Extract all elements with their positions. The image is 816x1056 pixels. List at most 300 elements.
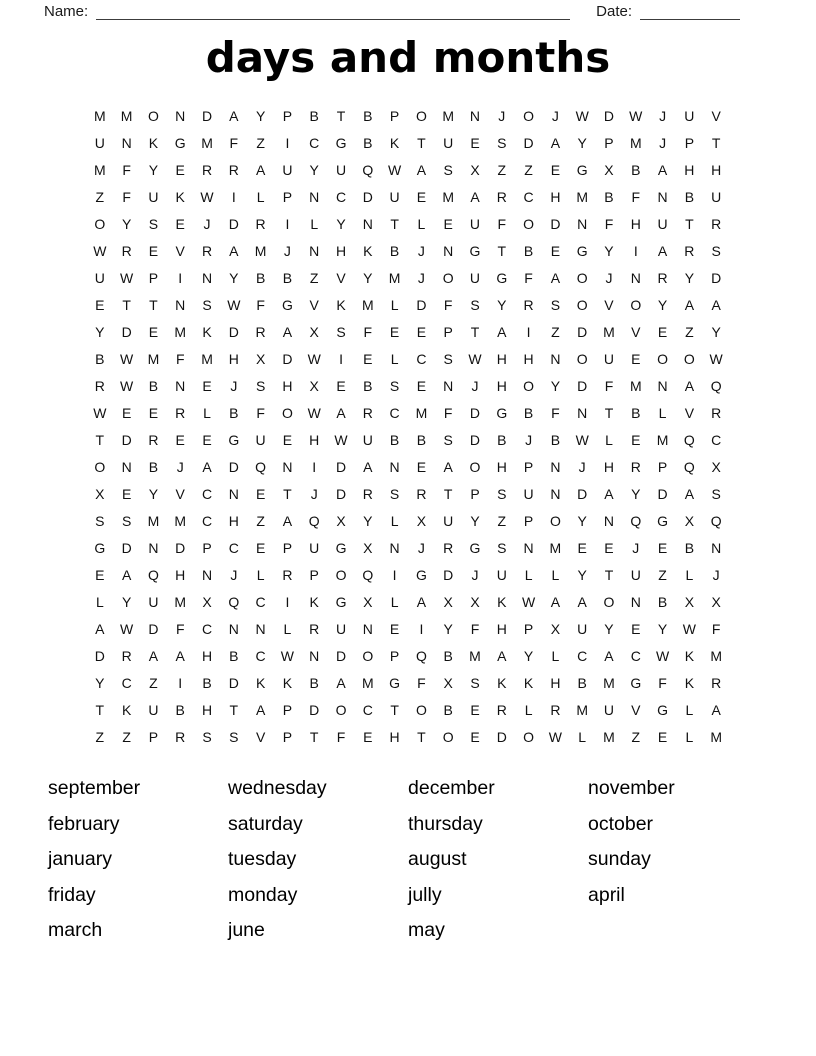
grid-letter: C: [362, 702, 373, 719]
grid-letter: C: [201, 486, 213, 503]
grid-letter: Y: [470, 513, 480, 530]
grid-letter: L: [390, 594, 399, 611]
grid-letter: K: [684, 675, 695, 692]
grid-letter: R: [121, 648, 132, 665]
word-item: wednesday: [228, 777, 327, 800]
grid-letter: R: [711, 675, 722, 692]
grid-letter: R: [443, 540, 454, 557]
grid-letter: F: [229, 135, 239, 152]
grid-letter: D: [469, 405, 481, 422]
grid-letter: X: [202, 594, 212, 611]
grid-letter: H: [228, 513, 239, 530]
grid-letter: X: [309, 324, 319, 341]
grid-letter: A: [550, 135, 561, 152]
grid-letter: A: [336, 675, 346, 692]
grid-letter: U: [711, 189, 722, 206]
grid-letter: L: [524, 702, 533, 719]
grid-letter: E: [202, 432, 212, 449]
grid-letter: H: [496, 621, 507, 638]
name-blank-line: [96, 5, 570, 20]
grid-letter: B: [309, 108, 319, 125]
grid-letter: U: [443, 513, 454, 530]
grid-letter: D: [362, 189, 373, 206]
grid-letter: M: [120, 108, 133, 125]
grid-letter: G: [630, 675, 642, 692]
grid-letter: L: [524, 567, 533, 584]
grid-letter: P: [148, 729, 159, 746]
name-label: Name:: [44, 3, 89, 20]
grid-letter: S: [711, 486, 721, 503]
grid-letter: L: [390, 513, 399, 530]
grid-letter: Y: [577, 135, 587, 152]
grid-letter: G: [496, 405, 508, 422]
grid-letter: M: [710, 648, 722, 665]
grid-letter: O: [362, 648, 374, 665]
grid-letter: H: [496, 378, 507, 395]
grid-letter: T: [390, 702, 399, 719]
grid-letter: M: [442, 189, 455, 206]
grid-letter: X: [711, 594, 721, 611]
grid-letter: P: [523, 513, 534, 530]
grid-letter: N: [148, 540, 159, 557]
grid-letter: I: [285, 594, 290, 611]
grid-letter: O: [683, 351, 695, 368]
grid-letter: W: [655, 648, 670, 665]
grid-letter: I: [633, 243, 638, 260]
grid-letter: U: [496, 567, 507, 584]
grid-letter: V: [309, 297, 319, 314]
grid-letter: U: [94, 270, 105, 287]
grid-letter: W: [120, 351, 134, 368]
grid-letter: N: [389, 459, 400, 476]
grid-letter: E: [363, 351, 373, 368]
grid-letter: N: [603, 513, 615, 530]
grid-letter: V: [336, 270, 346, 287]
grid-letter: D: [443, 567, 454, 584]
grid-letter: F: [604, 378, 614, 395]
grid-letter: X: [684, 594, 695, 611]
grid-letter: X: [336, 513, 346, 530]
grid-letter: B: [202, 675, 212, 692]
grid-letter: N: [309, 648, 320, 665]
word-item: march: [48, 919, 103, 942]
grid-letter: O: [442, 270, 454, 287]
grid-letter: C: [711, 432, 722, 449]
grid-letter: R: [94, 378, 105, 395]
grid-letter: T: [390, 216, 399, 233]
grid-letter: E: [148, 243, 159, 260]
grid-letter: W: [200, 189, 214, 206]
grid-letter: B: [443, 702, 453, 719]
grid-letter: U: [255, 432, 266, 449]
grid-letter: D: [228, 459, 239, 476]
grid-letter: E: [604, 540, 614, 557]
grid-letter: E: [255, 486, 266, 503]
grid-letter: M: [94, 108, 106, 125]
grid-letter: B: [523, 405, 534, 422]
grid-letter: W: [334, 432, 348, 449]
grid-letter: Y: [657, 297, 668, 314]
grid-letter: H: [228, 351, 239, 368]
grid-letter: S: [148, 216, 159, 233]
grid-letter: Q: [710, 378, 722, 395]
grid-letter: Y: [550, 378, 561, 395]
grid-letter: O: [523, 729, 535, 746]
grid-letter: M: [603, 675, 615, 692]
grid-letter: S: [389, 486, 400, 503]
grid-letter: K: [309, 594, 319, 611]
grid-letter: J: [712, 567, 720, 584]
grid-letter: U: [362, 432, 373, 449]
grid-letter: F: [122, 162, 131, 179]
grid-letter: W: [120, 621, 134, 638]
grid-letter: N: [282, 459, 293, 476]
grid-letter: N: [443, 243, 454, 260]
word-column: [48, 771, 228, 949]
grid-letter: P: [604, 135, 614, 152]
grid-letter: A: [121, 567, 132, 584]
grid-letter: N: [201, 270, 213, 287]
grid-letter: P: [684, 135, 695, 152]
grid-letter: L: [256, 567, 265, 584]
grid-letter: F: [256, 405, 265, 422]
grid-letter: R: [121, 243, 132, 260]
word-item: sunday: [588, 848, 651, 871]
grid-letter: T: [685, 216, 694, 233]
grid-letter: T: [149, 297, 158, 314]
grid-letter: W: [575, 108, 589, 125]
grid-letter: U: [443, 135, 454, 152]
grid-letter: E: [470, 702, 480, 719]
grid-letter: E: [175, 432, 185, 449]
grid-letter: E: [577, 540, 587, 557]
grid-letter: I: [178, 675, 183, 692]
grid-letter: E: [470, 729, 480, 746]
grid-letter: S: [255, 378, 266, 395]
grid-letter: X: [309, 378, 319, 395]
word-item: december: [408, 777, 495, 800]
word-item: february: [48, 812, 120, 835]
grid-letter: N: [309, 189, 320, 206]
grid-letter: Y: [523, 648, 534, 665]
grid-letter: P: [282, 540, 293, 557]
grid-letter: G: [389, 675, 401, 692]
grid-letter: B: [523, 243, 534, 260]
grid-letter: F: [551, 405, 560, 422]
grid-letter: M: [174, 324, 187, 341]
grid-letter: V: [175, 243, 185, 260]
grid-letter: N: [121, 459, 132, 476]
grid-letter: E: [389, 621, 400, 638]
grid-letter: T: [122, 297, 131, 314]
grid-letter: R: [657, 270, 668, 287]
grid-letter: C: [201, 621, 213, 638]
grid-letter: R: [496, 702, 507, 719]
grid-letter: P: [523, 459, 534, 476]
grid-letter: K: [282, 675, 293, 692]
word-list: [0, 771, 816, 949]
grid-letter: I: [285, 216, 290, 233]
grid-letter: L: [390, 297, 399, 314]
grid-letter: H: [523, 351, 534, 368]
grid-letter: U: [335, 162, 347, 179]
grid-letter: R: [416, 486, 427, 503]
grid-letter: K: [336, 297, 346, 314]
grid-letter: F: [631, 189, 641, 206]
grid-letter: U: [389, 189, 400, 206]
grid-letter: Y: [577, 513, 587, 530]
grid-letter: E: [95, 297, 105, 314]
grid-letter: Q: [147, 567, 159, 584]
grid-letter: W: [307, 351, 321, 368]
grid-letter: W: [468, 351, 482, 368]
grid-letter: J: [417, 270, 425, 287]
word-item: friday: [48, 883, 96, 906]
grid-letter: F: [604, 216, 614, 233]
grid-letter: F: [175, 621, 185, 638]
grid-letter: Q: [683, 432, 695, 449]
grid-letter: O: [415, 702, 427, 719]
grid-letter: J: [659, 135, 667, 152]
grid-letter: P: [657, 459, 668, 476]
grid-letter: D: [228, 216, 239, 233]
grid-letter: U: [94, 135, 105, 152]
grid-letter: C: [523, 189, 534, 206]
grid-letter: N: [175, 108, 186, 125]
grid-letter: L: [605, 432, 613, 449]
grid-letter: A: [148, 648, 159, 665]
grid-letter: M: [147, 513, 160, 530]
grid-letter: E: [470, 135, 480, 152]
word-column: [588, 771, 768, 913]
grid-letter: B: [282, 270, 293, 287]
grid-letter: A: [229, 243, 239, 260]
grid-letter: A: [416, 594, 427, 611]
grid-letter: N: [121, 135, 132, 152]
grid-letter: F: [443, 405, 453, 422]
grid-letter: S: [711, 243, 721, 260]
grid-letter: L: [685, 729, 694, 746]
grid-letter: D: [309, 702, 320, 719]
grid-letter: N: [201, 567, 213, 584]
grid-letter: B: [255, 270, 266, 287]
grid-letter: R: [228, 162, 239, 179]
grid-letter: T: [497, 243, 507, 260]
grid-letter: O: [335, 567, 347, 584]
grid-letter: F: [443, 297, 453, 314]
grid-letter: N: [577, 405, 588, 422]
grid-letter: N: [577, 216, 588, 233]
grid-letter: H: [282, 378, 293, 395]
grid-letter: V: [255, 729, 266, 746]
grid-letter: K: [202, 324, 212, 341]
grid-letter: W: [227, 297, 241, 314]
grid-letter: C: [201, 513, 213, 530]
grid-letter: S: [443, 162, 453, 179]
date-label: Date:: [596, 3, 632, 20]
grid-letter: A: [497, 648, 507, 665]
grid-letter: X: [470, 162, 480, 179]
grid-letter: H: [201, 702, 213, 719]
grid-letter: K: [523, 675, 534, 692]
grid-letter: R: [148, 432, 159, 449]
grid-letter: D: [335, 459, 347, 476]
grid-letter: T: [336, 108, 346, 125]
word-item: september: [48, 777, 141, 800]
grid-letter: G: [335, 594, 347, 611]
grid-letter: K: [175, 189, 185, 206]
grid-letter: J: [551, 108, 559, 125]
grid-letter: D: [335, 648, 347, 665]
grid-letter: D: [148, 621, 159, 638]
grid-letter: H: [550, 189, 561, 206]
word-item: saturday: [228, 812, 303, 835]
grid-letter: U: [469, 270, 481, 287]
grid-letter: O: [549, 513, 561, 530]
grid-letter: E: [550, 243, 561, 260]
grid-letter: Y: [95, 675, 105, 692]
grid-letter: I: [178, 270, 183, 287]
grid-letter: G: [335, 540, 347, 557]
grid-letter: A: [282, 324, 293, 341]
grid-letter: H: [711, 162, 722, 179]
grid-letter: W: [120, 270, 134, 287]
grid-letter: N: [362, 216, 373, 233]
grid-letter: Y: [121, 594, 132, 611]
grid-letter: N: [711, 540, 722, 557]
grid-letter: O: [523, 108, 535, 125]
grid-letter: Q: [308, 513, 320, 530]
grid-letter: G: [576, 162, 588, 179]
grid-letter: R: [175, 729, 186, 746]
grid-letter: Y: [684, 270, 695, 287]
grid-letter: O: [603, 594, 615, 611]
grid-letter: L: [256, 189, 265, 206]
grid-letter: O: [415, 108, 427, 125]
word-item: april: [588, 883, 625, 906]
grid-letter: P: [443, 324, 453, 341]
grid-letter: W: [280, 648, 295, 665]
grid-letter: G: [228, 432, 240, 449]
grid-letter: Z: [497, 162, 507, 179]
grid-letter: H: [201, 648, 213, 665]
grid-letter: X: [684, 513, 695, 530]
grid-letter: A: [604, 648, 614, 665]
grid-letter: S: [443, 351, 453, 368]
grid-letter: K: [148, 135, 159, 152]
grid-letter: U: [603, 702, 615, 719]
grid-letter: R: [630, 459, 641, 476]
grid-letter: G: [415, 567, 427, 584]
grid-letter: J: [605, 270, 613, 287]
grid-letter: A: [470, 189, 480, 206]
grid-letter: B: [363, 135, 373, 152]
grid-letter: E: [631, 432, 641, 449]
grid-letter: A: [577, 594, 587, 611]
grid-letter: M: [656, 432, 669, 449]
grid-letter: I: [312, 459, 317, 476]
grid-letter: F: [256, 297, 265, 314]
grid-letter: U: [630, 567, 641, 584]
grid-letter: A: [657, 162, 668, 179]
grid-letter: L: [95, 594, 104, 611]
grid-letter: G: [335, 135, 347, 152]
grid-letter: B: [95, 351, 105, 368]
grid-letter: I: [231, 189, 236, 206]
grid-letter: N: [362, 621, 373, 638]
word-item: tuesday: [228, 848, 297, 871]
word-item: may: [408, 919, 445, 942]
grid-letter: U: [684, 108, 695, 125]
grid-letter: A: [95, 621, 105, 638]
grid-letter: B: [229, 648, 239, 665]
grid-letter: C: [335, 189, 347, 206]
grid-letter: E: [631, 351, 641, 368]
grid-letter: P: [282, 108, 293, 125]
grid-letter: M: [254, 243, 267, 260]
grid-letter: L: [390, 351, 399, 368]
grid-letter: S: [470, 297, 480, 314]
grid-letter: M: [442, 108, 455, 125]
grid-letter: O: [469, 459, 481, 476]
grid-letter: T: [417, 729, 426, 746]
grid-letter: Y: [657, 621, 668, 638]
grid-letter: R: [496, 189, 507, 206]
grid-letter: R: [201, 162, 213, 179]
grid-letter: Y: [604, 243, 614, 260]
grid-letter: Z: [685, 324, 694, 341]
date-blank-line: [640, 5, 740, 20]
grid-letter: Y: [255, 108, 266, 125]
word-item: october: [588, 812, 654, 835]
grid-letter: B: [657, 594, 668, 611]
grid-letter: P: [148, 270, 159, 287]
grid-letter: P: [470, 486, 480, 503]
grid-letter: M: [361, 675, 374, 692]
grid-letter: F: [417, 675, 426, 692]
grid-letter: M: [201, 351, 213, 368]
grid-letter: A: [711, 702, 721, 719]
grid-letter: J: [283, 243, 291, 260]
grid-letter: E: [363, 729, 373, 746]
grid-letter: X: [550, 621, 561, 638]
grid-letter: J: [417, 540, 425, 557]
grid-letter: P: [309, 567, 319, 584]
grid-letter: W: [387, 162, 402, 179]
grid-letter: V: [175, 486, 185, 503]
grid-letter: E: [175, 162, 185, 179]
grid-letter: G: [657, 702, 669, 719]
grid-letter: B: [363, 378, 373, 395]
grid-letter: Y: [148, 486, 159, 503]
grid-letter: M: [469, 648, 481, 665]
grid-letter: E: [631, 621, 641, 638]
grid-letter: W: [120, 378, 134, 395]
grid-letter: D: [416, 297, 427, 314]
grid-letter: Z: [256, 513, 265, 530]
grid-letter: R: [255, 324, 266, 341]
grid-letter: M: [361, 297, 374, 314]
grid-letter: N: [630, 270, 641, 287]
grid-letter: K: [389, 135, 400, 152]
grid-letter: W: [521, 594, 536, 611]
grid-letter: K: [121, 702, 132, 719]
grid-letter: K: [497, 675, 507, 692]
grid-letter: L: [685, 702, 694, 719]
grid-letter: L: [551, 567, 560, 584]
grid-letter: J: [230, 378, 238, 395]
grid-letter: P: [202, 540, 212, 557]
